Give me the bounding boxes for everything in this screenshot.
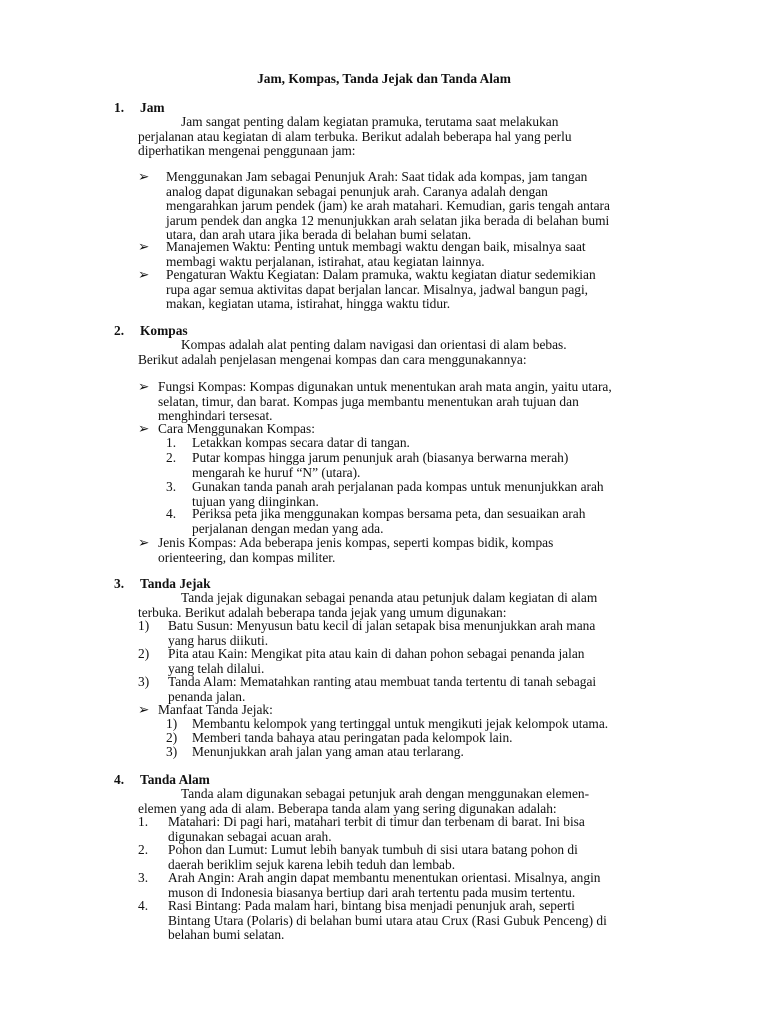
section-3-heading: 3. Tanda Jejak — [114, 576, 211, 591]
section-2-intro: Kompas adalah alat penting dalam navigasi dan orientasi di alam bebas. Berikut adalah penjelasan mengenai kompas dan cara menggunakannya: — [138, 337, 567, 367]
section-1-bullet: ➢ Pengaturan Waktu Kegiatan: Dalam pramuka, waktu kegiatan diatur sedemikian rupa agar semua aktivitas dapat berjalan lancar. Misalnya, jadwal bangun pagi, makan, kegiatan utama, istirahat, hingga waktu tidur. — [138, 267, 596, 312]
arrow-bullet-icon: ➢ — [138, 267, 150, 282]
section-2-heading: 2. Kompas — [114, 323, 188, 338]
section-3-bullet: ➢ Manfaat Tanda Jejak: — [138, 702, 273, 717]
trail-sign-item: 3) Tanda Alam: Mematahkan ranting atau membuat tanda tertentu di tanah sebagai penanda jalan. — [138, 674, 597, 704]
section-2-bullet: ➢ Fungsi Kompas: Kompas digunakan untuk menentukan arah mata angin, yaitu utara, selatan, timur, dan barat. Kompas juga membantu menentukan arah tujuan dan menghindari tersesat. — [138, 379, 612, 424]
arrow-bullet-icon: ➢ — [138, 239, 150, 254]
nature-sign-item: 3. Arah Angin: Arah angin dapat membantu menentukan orientasi. Misalnya, angin muson di Indonesia biasanya bertiup dari arah tertentu pada musim tertentu. — [138, 870, 601, 900]
benefit-item: 2) Memberi tanda bahaya atau peringatan pada kelompok lain. — [166, 730, 513, 745]
section-4-intro: Tanda alam digunakan sebagai petunjuk arah dengan menggunakan elemen- elemen yang ada di alam. Beberapa tanda alam yang sering digunakan adalah: — [138, 786, 590, 816]
section-2-bullet: ➢ Jenis Kompas: Ada beberapa jenis kompas, seperti kompas bidik, kompas orienteering, dan kompas militer. — [138, 535, 554, 565]
arrow-bullet-icon: ➢ — [138, 535, 150, 550]
arrow-bullet-icon: ➢ — [138, 379, 150, 394]
section-2-bullet: ➢ Cara Menggunakan Kompas: — [138, 421, 315, 436]
nature-sign-item: 4. Rasi Bintang: Pada malam hari, bintang bisa menjadi penunjuk arah, seperti Bintang Utara (Polaris) di belahan bumi utara atau Crux (Rasi Gubuk Penceng) di belahan bumi selatan. — [138, 898, 607, 943]
section-1-heading: 1. Jam — [114, 100, 165, 115]
compass-step: 3. Gunakan tanda panah arah perjalanan pada kompas untuk menunjukkan arah tujuan yang diinginkan. — [166, 479, 604, 509]
compass-step: 4. Periksa peta jika menggunakan kompas bersama peta, dan sesuaikan arah perjalanan dengan medan yang ada. — [166, 506, 586, 536]
section-1-bullet: ➢ Manajemen Waktu: Penting untuk membagi waktu dengan baik, misalnya saat membagi waktu perjalanan, istirahat, atau kegiatan lainnya. — [138, 239, 586, 269]
trail-sign-item: 1) Batu Susun: Menyusun batu kecil di jalan setapak bisa menunjukkan arah mana yang harus diikuti. — [138, 618, 596, 648]
arrow-bullet-icon: ➢ — [138, 169, 150, 184]
document-title: Jam, Kompas, Tanda Jejak dan Tanda Alam — [257, 71, 511, 86]
section-1-bullet: ➢ Menggunakan Jam sebagai Penunjuk Arah: Saat tidak ada kompas, jam tangan analog dapat digunakan sebagai penunjuk arah. Caranya adalah dengan mengarahkan jarum pendek (jam) ke arah matahari. Kemudian, garis tengah antara jarum pendek dan angka 12 menunjukkan arah selatan jika berada di belahan bumi utara, dan arah utara jika berada di belahan bumi selatan. — [138, 169, 610, 243]
nature-sign-item: 2. Pohon dan Lumut: Lumut lebih banyak tumbuh di sisi utara batang pohon di daerah beriklim sejuk karena lebih teduh dan lembab. — [138, 842, 578, 872]
benefit-item: 1) Membantu kelompok yang tertinggal untuk mengikuti jejak kelompok utama. — [166, 716, 609, 731]
compass-step: 2. Putar kompas hingga jarum penunjuk arah (biasanya berwarna merah) mengarah ke huruf “N” (utara). — [166, 450, 569, 480]
arrow-bullet-icon: ➢ — [138, 702, 150, 717]
nature-sign-item: 1. Matahari: Di pagi hari, matahari terbit di timur dan terbenam di barat. Ini bisa digunakan sebagai acuan arah. — [138, 814, 585, 844]
section-1-intro: Jam sangat penting dalam kegiatan pramuka, terutama saat melakukan perjalanan atau kegiatan di alam terbuka. Berikut adalah beberapa hal yang perlu diperhatikan mengenai penggunaan jam: — [138, 114, 572, 159]
compass-step: 1. Letakkan kompas secara datar di tangan. — [166, 435, 410, 450]
section-4-heading: 4. Tanda Alam — [114, 772, 210, 787]
benefit-item: 3) Menunjukkan arah jalan yang aman atau terlarang. — [166, 744, 464, 759]
arrow-bullet-icon: ➢ — [138, 421, 150, 436]
trail-sign-item: 2) Pita atau Kain: Mengikat pita atau kain di dahan pohon sebagai penanda jalan yang telah dilalui. — [138, 646, 585, 676]
section-3-intro: Tanda jejak digunakan sebagai penanda atau petunjuk dalam kegiatan di alam terbuka. Berikut adalah beberapa tanda jejak yang umum digunakan: — [138, 590, 598, 620]
